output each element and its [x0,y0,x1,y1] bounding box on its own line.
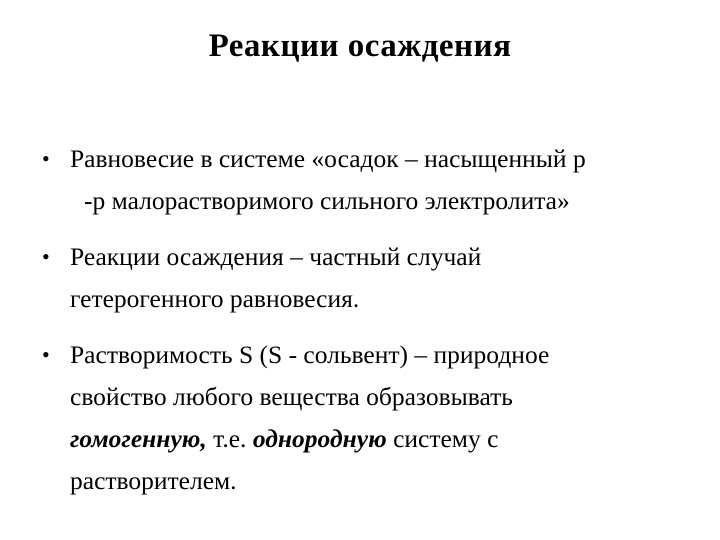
bullet-3-line-3 [0,418,720,460]
bullet-item-equilibrium [0,138,720,222]
bullet-3-line-2: свойство любого вещества образовывать [70,382,513,411]
bullet-1-line-1: Равновесие в системе «осадок – насыщенный р [70,144,586,173]
bullet-3-line-1: Растворимость S (S - сольвент) – природное [70,340,550,369]
bullet-3-line-3-mid: т.е. [206,424,253,453]
bullet-2-line-2: гетерогенного равновесия. [70,284,360,313]
bullet-3-line-4: растворителем. [70,466,237,495]
bullet-dot-icon: • [42,342,50,367]
slide-title: Реакции осаждения [208,28,512,64]
bullet-1-line-2: -р малорастворимого сильного электролита» [84,186,570,215]
emphasis-uniform: однородную [252,424,387,453]
emphasis-homogeneous: гомогенную, [70,424,207,453]
bullet-2-line-1: Реакции осаждения – частный случай [70,242,482,271]
bullet-item-solubility [0,334,720,502]
bullet-list [0,138,720,516]
bullet-3-line-3-end: систему с [386,424,499,453]
bullet-item-precipitation [0,236,720,320]
bullet-dot-icon: • [42,244,50,269]
bullet-dot-icon: • [42,146,50,171]
